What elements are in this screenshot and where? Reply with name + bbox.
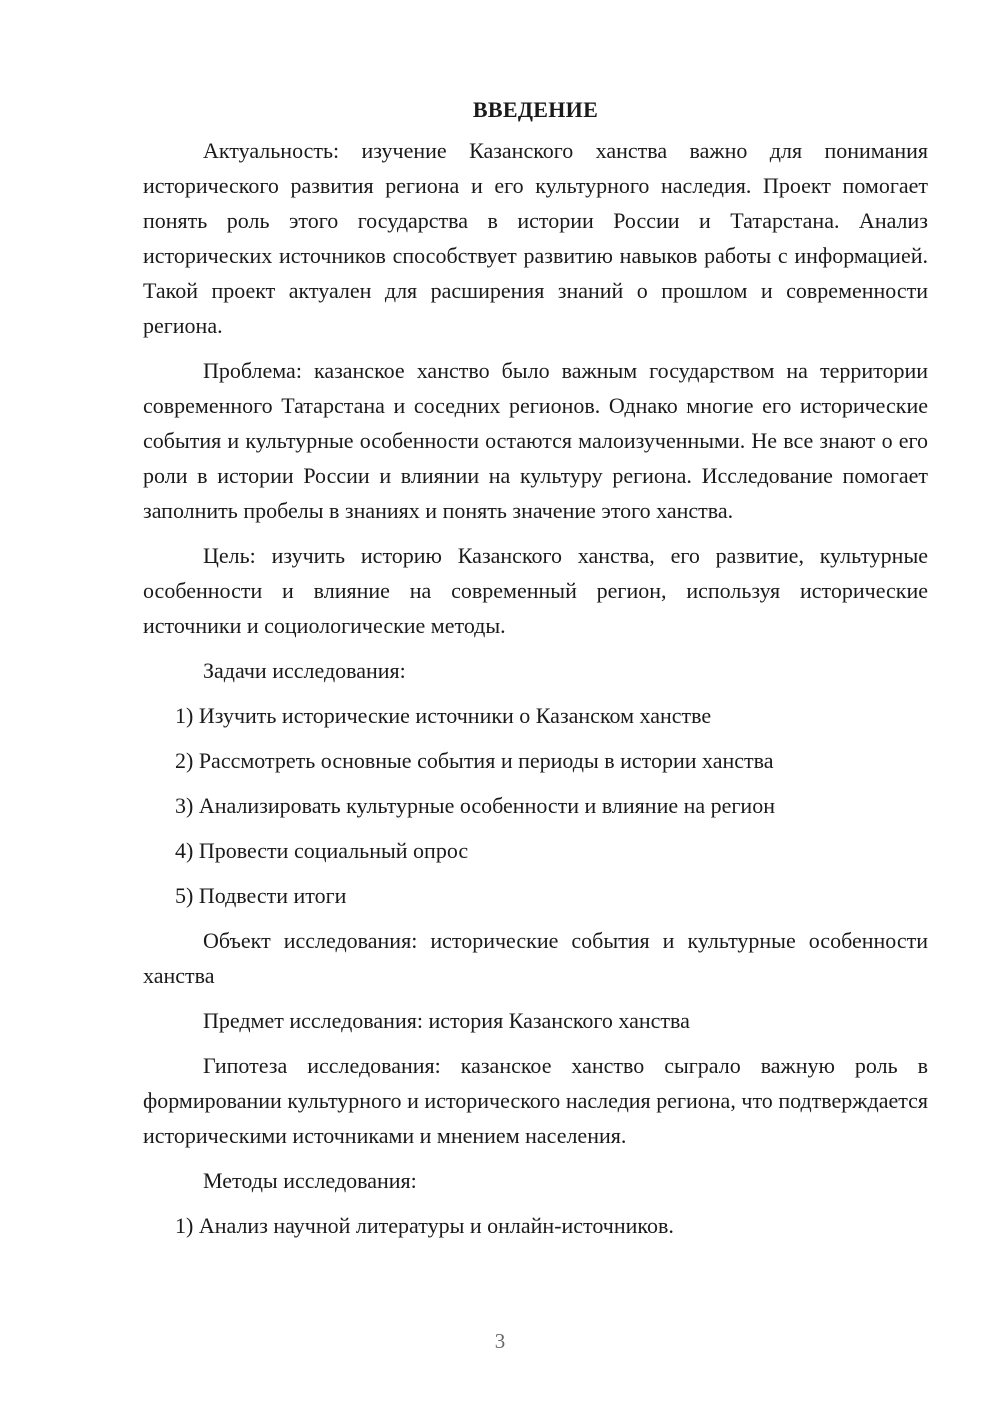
object-paragraph: Объект исследования: исторические события и культурные особенности ханства (143, 928, 928, 988)
list-item: 2) Рассмотреть основные события и периоды в истории ханства (175, 748, 774, 773)
list-item: 1) Анализ научной литературы и онлайн-источников. (175, 1213, 674, 1238)
problem-paragraph: Проблема: казанское ханство было важным государством на территории современного Татарстана и соседних регионов. Однако многие его исторические события и культурные особенности остаются малоизученными. Не все знают о его роли в истории России и влиянии на культуру региона. Исследование помогает заполнить пробелы в знаниях и понять значение этого ханства. (143, 358, 928, 523)
list-item: 1) Изучить исторические источники о Казанском ханстве (175, 703, 712, 728)
subject-paragraph: Предмет исследования: история Казанского ханства (203, 1008, 690, 1033)
document-page (143, 92, 928, 1253)
list-item: 4) Провести социальный опрос (175, 838, 469, 863)
list-item: 3) Анализировать культурные особенности и влияние на регион (175, 793, 775, 818)
methods-list (143, 1208, 928, 1243)
page-number: 3 (494, 1329, 506, 1353)
section-title: ВВЕДЕНИЕ (472, 97, 599, 122)
list-item: 5) Подвести итоги (175, 883, 347, 908)
tasks-heading: Задачи исследования: (203, 658, 406, 683)
relevance-paragraph: Актуальность: изучение Казанского ханства важно для понимания исторического развития региона и его культурного наследия. Проект помогает понять роль этого государства в истории России и Татарстана. Анализ исторических источников способствует развитию навыков работы с информацией. Такой проект актуален для расширения знаний о прошлом и современности региона. (143, 138, 928, 338)
tasks-list (143, 698, 928, 913)
methods-heading: Методы исследования: (203, 1168, 417, 1193)
hypothesis-paragraph: Гипотеза исследования: казанское ханство сыграло важную роль в формировании культурного и исторического наследия региона, что подтверждается историческими источниками и мнением населения. (143, 1053, 928, 1148)
goal-paragraph: Цель: изучить историю Казанского ханства, его развитие, культурные особенности и влияние на современный регион, используя исторические источники и социологические методы. (143, 543, 928, 638)
